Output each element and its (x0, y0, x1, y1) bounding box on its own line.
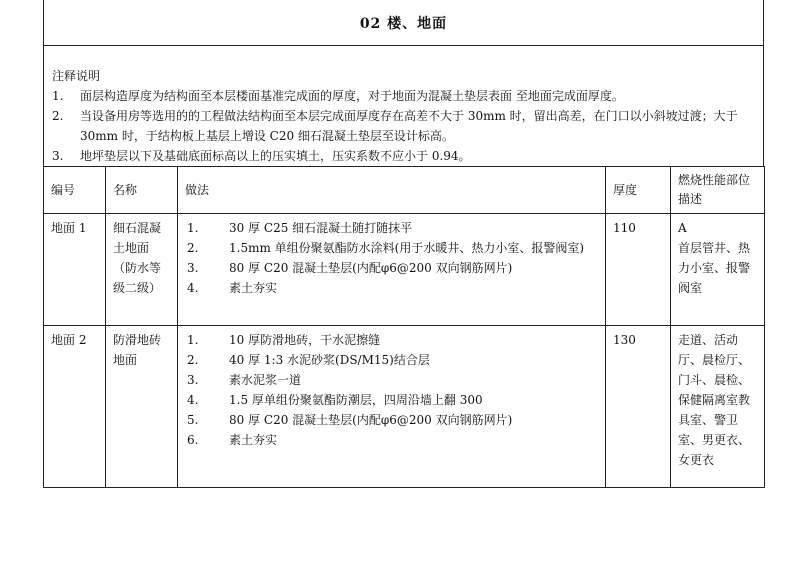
note-text: 面层构造厚度为结构面至本层楼面基准完成面的厚度，对于地面为混凝土垫层表面 至地面完成面厚度。 (80, 89, 624, 103)
header-thickness: 厚度 (606, 167, 671, 214)
cell-name: 防滑地砖地面 (106, 326, 178, 488)
note-text: 当设备用房等选用的的工程做法结构面至本层完成面厚度存在高差不大于 30mm 时，留出高差，在门口以小斜坡过渡；大于 30mm 时，于结构板上基层上增设 C20 细石混凝土垫层至设计标高。 (80, 109, 738, 143)
cell-thickness: 130 (606, 326, 671, 488)
method-step: 2. 40 厚 1:3 水泥砂浆(DS/M15)结合层 (187, 353, 430, 367)
note-item (52, 146, 755, 166)
note-item (52, 86, 755, 106)
table-header-row (44, 167, 765, 214)
method-step: 3. 素水泥浆一道 (187, 373, 302, 387)
method-step: 1. 10 厚防滑地砖，干水泥擦缝 (187, 333, 381, 347)
cell-name: 细石混凝土地面（防水等级二级） (106, 214, 178, 326)
table-row (44, 214, 765, 326)
method-step: 6. 素土夯实 (187, 433, 278, 447)
cell-fire (671, 326, 765, 488)
fire-desc: 走道、活动厅、晨检厅、门斗、晨检、保健隔离室教具室、警卫室、男更衣、女更衣 (678, 333, 751, 467)
method-step: 2. 1.5mm 单组份聚氨酯防水涂料(用于水暖井、热力小室、报警阀室) (187, 241, 585, 255)
note-item (52, 106, 755, 146)
note-number: 2. (52, 109, 64, 123)
method-step: 5. 80 厚 C20 混凝土垫层(内配φ6@200 双向钢筋网片) (187, 413, 513, 427)
header-name: 名称 (106, 167, 178, 214)
cell-thickness: 110 (606, 214, 671, 326)
method-step: 4. 素土夯实 (187, 281, 278, 295)
fire-grade: A (678, 221, 687, 235)
note-number: 3. (52, 149, 64, 163)
cell-method (178, 326, 606, 488)
header-code: 编号 (44, 167, 106, 214)
fire-desc: 首层管井、热力小室、报警阀室 (678, 241, 751, 295)
page-title: 02 楼、地面 (359, 15, 448, 32)
table-row (44, 326, 765, 488)
cell-code: 地面 1 (44, 214, 106, 326)
method-step: 4. 1.5 厚单组份聚氨酯防潮层，四周沿墙上翻 300 (187, 393, 483, 407)
method-step: 1. 30 厚 C25 细石混凝土随打随抹平 (187, 221, 413, 235)
title-box (43, 0, 764, 46)
note-number: 1. (52, 89, 64, 103)
floor-spec-table (43, 166, 765, 488)
notes-section (43, 46, 764, 166)
cell-method (178, 214, 606, 326)
cell-code: 地面 2 (44, 326, 106, 488)
notes-heading: 注释说明 (52, 69, 101, 83)
method-step: 3. 80 厚 C20 混凝土垫层(内配φ6@200 双向钢筋网片) (187, 261, 513, 275)
document (43, 0, 764, 488)
cell-fire (671, 214, 765, 326)
header-method: 做法 (178, 167, 606, 214)
header-fire: 燃烧性能部位描述 (671, 167, 765, 214)
note-text: 地坪垫层以下及基础底面标高以上的压实填土，压实系数不应小于 0.94。 (80, 149, 471, 163)
